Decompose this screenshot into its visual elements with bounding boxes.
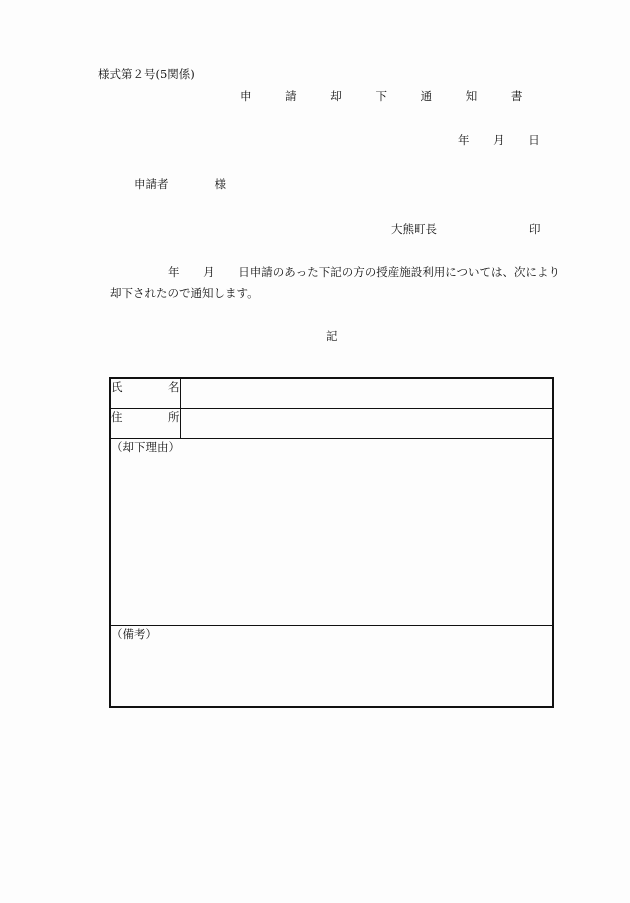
mayor-line bbox=[391, 222, 541, 236]
applicant-label: 申請者 bbox=[134, 177, 169, 191]
document-title: 申 請 却 下 通 知 書 bbox=[240, 89, 538, 103]
remarks-label: （備考） bbox=[111, 627, 157, 641]
date-line: 年 月 日 bbox=[458, 133, 540, 147]
seal-mark: 印 bbox=[529, 222, 541, 236]
name-label-1: 氏 bbox=[111, 380, 123, 394]
form-number-label: 様式第２号(5関係) bbox=[98, 67, 195, 81]
address-label-1: 住 bbox=[111, 410, 123, 424]
name-row bbox=[110, 378, 553, 409]
remarks-row bbox=[110, 626, 553, 708]
body-text-line-2: 却下されたので通知します。 bbox=[110, 286, 259, 300]
mayor-label: 大熊町長 bbox=[391, 222, 437, 236]
applicant-line bbox=[134, 177, 226, 191]
reason-label: （却下理由） bbox=[111, 440, 180, 454]
address-value-cell[interactable] bbox=[180, 409, 553, 439]
address-row bbox=[110, 409, 553, 439]
name-label-cell bbox=[110, 378, 180, 409]
reason-cell[interactable] bbox=[110, 439, 553, 626]
name-value-cell[interactable] bbox=[180, 378, 553, 409]
ki-heading: 記 bbox=[326, 329, 338, 343]
address-label-2: 所 bbox=[168, 410, 180, 424]
name-label-2: 名 bbox=[168, 380, 180, 394]
body-text-line-1: 年 月 日申請のあった下記の方の授産施設利用については、次により bbox=[168, 265, 560, 279]
remarks-cell[interactable] bbox=[110, 626, 553, 708]
reason-row bbox=[110, 439, 553, 626]
address-label-cell bbox=[110, 409, 180, 439]
record-table bbox=[109, 377, 554, 708]
applicant-honorific: 様 bbox=[214, 177, 226, 191]
